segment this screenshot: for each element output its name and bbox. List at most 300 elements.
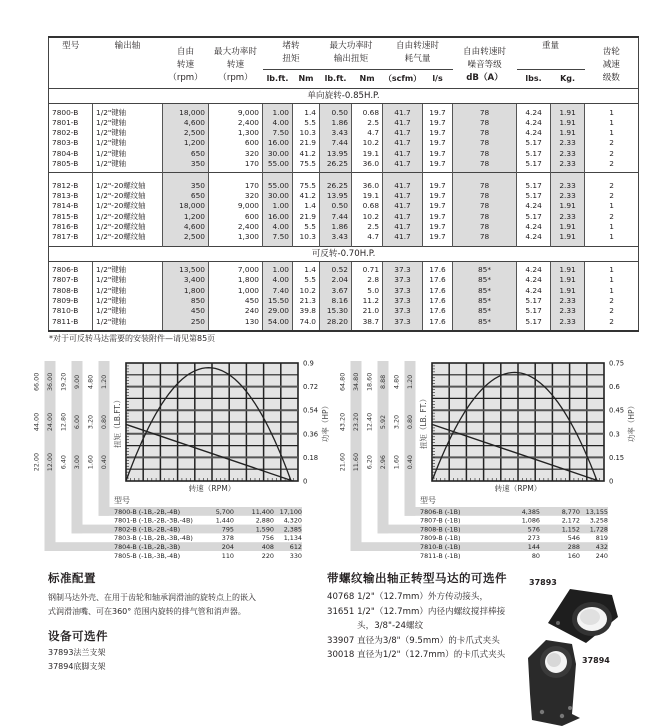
cell-weight-kg: 1.91 [551,275,585,285]
threaded-item-31651-cont: 头，3/8"-24螺纹 [357,621,424,631]
optional-title: 设备可选件 [48,629,108,643]
cell-shaft: 1/2"键轴 [93,118,163,128]
cell-weight-lbs: 5.17 [517,159,551,173]
cell-shaft: 1/2"键轴 [93,159,163,173]
cell-air-ls: 19.7 [423,201,453,211]
power-tick-label: 0.36 [303,430,319,439]
cell-air-scfm: 41.7 [383,159,423,173]
threaded-title: 带螺纹输出轴正转型马达的可选件 [327,571,507,585]
torque-axis-label: 扭矩（LB. FT.） [419,394,428,450]
cell-air-scfm: 37.3 [383,296,423,306]
optional-item-37893: 37893法兰支架 [48,648,106,657]
cell-free-speed: 650 [163,191,209,201]
cell-weight-kg: 1.91 [551,286,585,296]
header-free-speed [163,37,209,89]
table-row [49,128,639,138]
speed-row-value: 288 [567,543,580,551]
model-header: 型号 [114,496,130,505]
speed-row-value: 110 [221,551,234,560]
speed-row-model: 7809-B (-1B) [420,534,461,543]
cell-max-power-speed: 130 [209,317,263,331]
cell-mpt-nm: 2.5 [352,118,383,128]
cell-air-ls: 17.6 [423,306,453,316]
cell-model: 7812-B [52,180,79,190]
cell-gear: 1 [585,108,639,118]
cell-stall-nm: 10.2 [293,286,320,296]
cell-shaft: 1/2"键轴 [93,108,163,118]
cell-max-power-speed: 170 [209,159,263,173]
cell-gear: 2 [585,212,639,222]
cell-mpt-lbft: 1.86 [320,118,352,128]
section-title: 单向旋转-0.85H.P. [49,89,639,104]
cell-mpt-lbft: 26.25 [320,159,352,173]
foot-bracket-label: 37894 [582,656,610,665]
cell-air-scfm: 37.3 [383,275,423,285]
mps-line2: 转速 [226,60,245,70]
unit-mpt-lbft: lb.ft. [320,70,352,89]
cell-noise: 85* [453,265,517,275]
torque-scale-value: 43.20 [338,412,347,432]
cell-stall-nm: 41.2 [293,149,320,159]
cell-air-scfm: 41.7 [383,118,423,128]
cell-air-ls: 19.7 [423,149,453,159]
cell-shaft: 1/2"键轴 [93,128,163,138]
cell-gear: 2 [585,149,639,159]
threaded-list [327,590,505,663]
cell-stall-nm: 21.9 [293,138,320,148]
cell-weight-kg: 2.33 [551,159,585,173]
cell-stall-nm: 41.2 [293,191,320,201]
speed-row-model: 7800-B (-1B,-2B,-4B) [114,507,181,516]
cell-gear: 2 [585,138,639,148]
torque-scale-value: 12.00 [46,452,54,472]
cell-weight-lbs: 4.24 [517,222,551,232]
cell-gear: 2 [585,306,639,316]
torque-scale-value: 23.20 [352,412,360,432]
speed-row-model: 7804-B (-1B,-2B,-3B) [114,543,181,551]
air-line1: 自由转速时 [396,41,440,51]
cell-weight-kg: 2.33 [551,306,585,316]
power-tick-label: 0.72 [303,383,319,392]
table-row [49,317,639,331]
cell-weight-kg: 2.33 [551,296,585,306]
torque-scale-value: 1.60 [392,455,401,470]
unit-air-scfm: （scfm） [383,70,423,89]
cell-max-power-speed: 9,000 [209,108,263,118]
cell-stall-lbft: 29.00 [263,306,293,316]
performance-chart-right [336,355,636,564]
cell-noise: 78 [453,212,517,222]
cell-mpt-nm: 4.7 [352,232,383,246]
cell-air-scfm: 41.7 [383,138,423,148]
header-model: 型号 [49,37,93,89]
cell-mpt-nm: 36.0 [352,159,383,173]
cell-stall-nm: 1.4 [293,201,320,211]
header-noise [453,37,517,89]
cell-weight-lbs: 5.17 [517,149,551,159]
cell-noise: 78 [453,149,517,159]
cell-noise: 78 [453,181,517,191]
header-air [383,37,453,70]
cell-weight-lbs: 5.17 [517,306,551,316]
speed-row-value: 612 [289,543,302,551]
cell-model: 7800-B [52,107,79,117]
cell-noise: 85* [453,286,517,296]
cell-weight-kg: 2.33 [551,317,585,331]
cell-stall-nm: 10.3 [293,128,320,138]
torque-scale-value: 19.20 [59,372,68,392]
cell-weight-kg: 2.33 [551,212,585,222]
cell-max-power-speed: 600 [209,212,263,222]
cell-stall-lbft: 55.00 [263,159,293,173]
threaded-item-30018: 30018 直径为1/2"（12.7mm）的卡爪式夹头 [327,650,506,660]
cell-mpt-lbft: 7.44 [320,138,352,148]
cell-free-speed: 18,000 [163,108,209,118]
cell-free-speed: 3,400 [163,275,209,285]
cell-max-power-speed: 320 [209,191,263,201]
cell-mpt-nm: 10.2 [352,212,383,222]
cell-model: 7809-B [52,295,79,305]
cell-air-scfm: 41.7 [383,181,423,191]
cell-weight-kg: 2.33 [551,138,585,148]
cell-max-power-speed: 2,400 [209,118,263,128]
footnote: *对于可反转马达需要的安装附件—请见第85页 [49,334,216,343]
speed-row-value: 2,880 [255,516,274,525]
power-tick-label: 0 [609,477,614,486]
cell-mpt-nm: 0.68 [352,108,383,118]
cell-noise: 78 [453,232,517,246]
cell-air-ls: 17.6 [423,317,453,331]
table-row [49,149,639,159]
cell-noise: 78 [453,108,517,118]
power-tick-label: 0.9 [303,359,314,368]
torque-scale-value: 12.40 [365,412,374,432]
standard-text-line2: 式润滑油嘴、可在360° 范围内旋转的排气管和消声器。 [48,607,246,616]
cell-gear: 1 [585,222,639,232]
cell-free-speed: 4,600 [163,118,209,128]
cell-weight-kg: 1.91 [551,128,585,138]
table-row [49,232,639,246]
speed-row-value: 80 [531,551,540,560]
power-tick-label: 0 [303,477,308,486]
torque-scale-value: 1.20 [406,374,414,389]
torque-scale-value: 24.00 [46,412,54,432]
speed-row-value: 2,385 [283,525,302,534]
power-tick-label: 0.54 [303,406,319,415]
cell-noise: 78 [453,159,517,173]
cell-stall-lbft: 30.00 [263,191,293,201]
cell-air-ls: 19.7 [423,128,453,138]
free-speed-line1: 自由 [176,47,195,57]
chart-left-svg [30,355,330,560]
cell-stall-lbft: 55.00 [263,181,293,191]
power-axis-label: 功率（HP） [627,401,636,443]
cell-free-speed: 18,000 [163,201,209,211]
cell-air-ls: 17.6 [423,286,453,296]
cell-max-power-speed: 600 [209,138,263,148]
cell-free-speed: 450 [163,306,209,316]
cell-mpt-lbft: 26.25 [320,181,352,191]
speed-row-value: 4,385 [521,507,540,516]
mps-unit: （rpm） [218,73,253,83]
cell-model: 7808-B [52,285,79,295]
cell-max-power-speed: 1,000 [209,286,263,296]
cell-weight-lbs: 4.24 [517,286,551,296]
cell-mpt-lbft: 15.30 [320,306,352,316]
mpt-line1: 最大功率时 [329,41,373,51]
torque-scale-value: 21.60 [338,452,347,472]
cell-mpt-lbft: 2.04 [320,275,352,285]
table-row [49,275,639,285]
cell-air-ls: 19.7 [423,159,453,173]
cell-noise: 78 [453,138,517,148]
cell-noise: 78 [453,128,517,138]
speed-axis-label: 转速（RPM） [188,484,236,493]
mps-line1: 最大功率时 [214,47,257,57]
cell-free-speed: 250 [163,317,209,331]
cell-weight-kg: 1.91 [551,265,585,275]
cell-weight-kg: 2.33 [551,181,585,191]
cell-weight-lbs: 5.17 [517,317,551,331]
speed-row-value: 408 [261,543,274,551]
cell-free-speed: 13,500 [163,265,209,275]
torque-scale-value: 9.00 [73,374,81,389]
cell-shaft: 1/2"键轴 [93,275,163,285]
speed-axis-label: 转速（RPM） [494,484,542,493]
cell-mpt-lbft: 1.86 [320,222,352,232]
cell-air-ls: 17.6 [423,265,453,275]
speed-row-value: 4,320 [283,516,302,525]
free-speed-unit: （rpm） [168,73,203,83]
cell-mpt-nm: 11.2 [352,296,383,306]
speed-row-value: 273 [527,534,540,543]
model-header: 型号 [420,496,436,505]
table-header-row [49,37,639,70]
cell-air-scfm: 41.7 [383,212,423,222]
header-stall-torque [263,37,320,70]
table-row [49,222,639,232]
header-shaft: 输出轴 [93,37,163,89]
cell-model: 7801-B [52,117,79,127]
cell-stall-nm: 39.8 [293,306,320,316]
cell-stall-nm: 74.0 [293,317,320,331]
torque-scale-value: 12.80 [59,412,68,432]
cell-max-power-speed: 1,300 [209,128,263,138]
cell-air-scfm: 41.7 [383,128,423,138]
cell-stall-nm: 5.5 [293,275,320,285]
cell-air-ls: 19.7 [423,118,453,128]
table-row [49,138,639,148]
cell-gear: 1 [585,275,639,285]
cell-model: 7816-B [52,221,79,231]
cell-mpt-nm: 19.1 [352,149,383,159]
cell-free-speed: 350 [163,181,209,191]
cell-stall-lbft: 7.40 [263,286,293,296]
cell-weight-lbs: 5.17 [517,191,551,201]
speed-row-value: 17,100 [279,507,302,516]
torque-scale-value: 66.00 [32,372,41,392]
cell-free-speed: 1,800 [163,286,209,296]
cell-noise: 85* [453,306,517,316]
cell-air-scfm: 37.3 [383,317,423,331]
cell-free-speed: 1,200 [163,138,209,148]
cell-gear: 1 [585,118,639,128]
cell-air-scfm: 41.7 [383,191,423,201]
cell-gear: 2 [585,191,639,201]
cell-weight-lbs: 4.24 [517,128,551,138]
speed-row-value: 546 [567,534,580,543]
cell-weight-lbs: 4.24 [517,108,551,118]
cell-noise: 78 [453,118,517,128]
cell-stall-nm: 75.5 [293,181,320,191]
cell-mpt-nm: 21.0 [352,306,383,316]
cell-gear: 2 [585,181,639,191]
gear-line1: 齿轮 [602,47,620,57]
section-title: 可反转-0.70H.P. [49,246,639,261]
speed-row-value: 2,172 [561,516,580,525]
unit-stall-lbft: lb.ft. [263,70,293,89]
spec-table-body [49,89,639,331]
section-header-row [49,89,639,104]
speed-row-value: 1,728 [589,525,608,534]
threaded-item-40768: 40768 1/2"（12.7mm）外方传动接头， [327,592,489,602]
cell-free-speed: 650 [163,149,209,159]
cell-mpt-lbft: 7.44 [320,212,352,222]
cell-stall-lbft: 16.00 [263,138,293,148]
cell-noise: 78 [453,201,517,211]
speed-row-model: 7811-B (-1B) [420,551,461,560]
table-row [49,306,639,316]
cell-weight-lbs: 5.17 [517,296,551,306]
torque-scale-value: 0.80 [100,414,108,430]
table-row [49,108,639,118]
cell-stall-lbft: 4.00 [263,275,293,285]
unit-air-ls: l/s [423,70,453,89]
cell-weight-lbs: 5.17 [517,212,551,222]
torque-scale-value: 44.00 [32,412,41,432]
power-tick-label: 0.6 [609,383,620,392]
cell-mpt-nm: 38.7 [352,317,383,331]
foot-bracket-image [522,634,582,726]
speed-row-value: 144 [527,543,540,551]
power-tick-label: 0.75 [609,359,625,368]
cell-stall-lbft: 4.00 [263,222,293,232]
cell-max-power-speed: 170 [209,181,263,191]
cell-max-power-speed: 9,000 [209,201,263,211]
unit-stall-nm: Nm [293,70,320,89]
speed-row-value: 11,400 [251,507,274,516]
cell-model: 7810-B [52,306,79,316]
torque-scale-value: 6.20 [365,455,374,470]
cell-model: 7815-B [52,211,79,221]
stall-line2: 扭矩 [282,54,300,64]
unit-mpt-nm: Nm [352,70,383,89]
speed-row-model: 7802-B (-1B,-2B,-4B) [114,525,181,534]
cell-free-speed: 1,200 [163,212,209,222]
speed-row-model: 7808-B (-1B) [420,525,461,534]
speed-row-value: 1,134 [283,534,302,543]
cell-model: 7807-B [52,275,79,285]
cell-stall-nm: 5.5 [293,222,320,232]
cell-model: 7817-B [52,232,79,242]
table-row [49,118,639,128]
cell-shaft: 1/2"键轴 [93,265,163,275]
cell-free-speed: 2,500 [163,232,209,246]
free-speed-line2: 转速 [176,60,195,70]
torque-scale-value: 2.96 [379,455,387,470]
cell-free-speed: 2,500 [163,128,209,138]
speed-row-value: 576 [527,525,540,534]
table-row [49,159,639,173]
cell-air-ls: 19.7 [423,181,453,191]
cell-air-scfm: 41.7 [383,201,423,211]
cell-gear: 1 [585,286,639,296]
torque-scale-value: 36.00 [46,372,54,392]
unit-weight-kg: Kg. [551,70,585,89]
cell-weight-lbs: 4.24 [517,232,551,246]
cell-model: 7803-B [52,138,79,148]
speed-row-model: 7806-B (-1B) [420,507,461,516]
cell-mpt-nm: 36.0 [352,181,383,191]
table-row [49,296,639,306]
cell-free-speed: 4,600 [163,222,209,232]
optional-item-37894: 37894底脚支架 [48,662,106,671]
power-axis-label: 功率（HP） [321,401,330,443]
torque-scale-value: 22.00 [32,452,41,472]
cell-weight-lbs: 4.24 [517,201,551,211]
cell-mpt-nm: 19.1 [352,191,383,201]
torque-scale-value: 8.88 [379,374,387,389]
cell-air-scfm: 41.7 [383,149,423,159]
chart-right-svg [336,355,636,560]
cell-shaft: 1/2"键轴 [93,286,163,296]
cell-stall-nm: 10.3 [293,232,320,246]
cell-air-ls: 19.7 [423,232,453,246]
header-max-power-torque [320,37,383,70]
torque-scale-value: 3.20 [86,414,95,430]
cell-noise: 85* [453,296,517,306]
cell-max-power-speed: 240 [209,306,263,316]
optional-list [48,646,105,674]
mpt-line2: 输出扭矩 [333,54,369,64]
unit-weight-lbs: lbs. [517,70,551,89]
performance-chart-left [30,355,330,564]
cell-free-speed: 350 [163,159,209,173]
cell-weight-lbs: 4.24 [517,275,551,285]
cell-model: 7811-B [52,316,79,326]
cell-stall-nm: 21.3 [293,296,320,306]
power-tick-label: 0.15 [609,453,625,462]
cell-model: 7814-B [52,201,79,211]
speed-row-value: 13,155 [585,507,608,516]
cell-shaft: 1/2"-20螺纹轴 [93,191,163,201]
cell-max-power-speed: 7,000 [209,265,263,275]
header-max-power-speed [209,37,263,89]
cell-shaft: 1/2"键轴 [93,296,163,306]
noise-unit: dB（A） [466,73,503,83]
cell-air-ls: 19.7 [423,108,453,118]
speed-row-model: 7803-B (-1B,-2B,-3B,-4B) [114,534,193,543]
flange-bracket-label: 37893 [529,578,557,587]
table-row [49,181,639,191]
standard-text-line1: 钢制马达外壳、在用于齿轮和轴承润滑油的旋转点上的嵌入 [48,593,256,602]
cell-stall-lbft: 4.00 [263,118,293,128]
cell-mpt-nm: 2.8 [352,275,383,285]
cell-stall-nm: 1.4 [293,265,320,275]
cell-weight-kg: 1.91 [551,232,585,246]
cell-mpt-lbft: 0.52 [320,265,352,275]
torque-scale-value: 3.00 [73,455,81,470]
